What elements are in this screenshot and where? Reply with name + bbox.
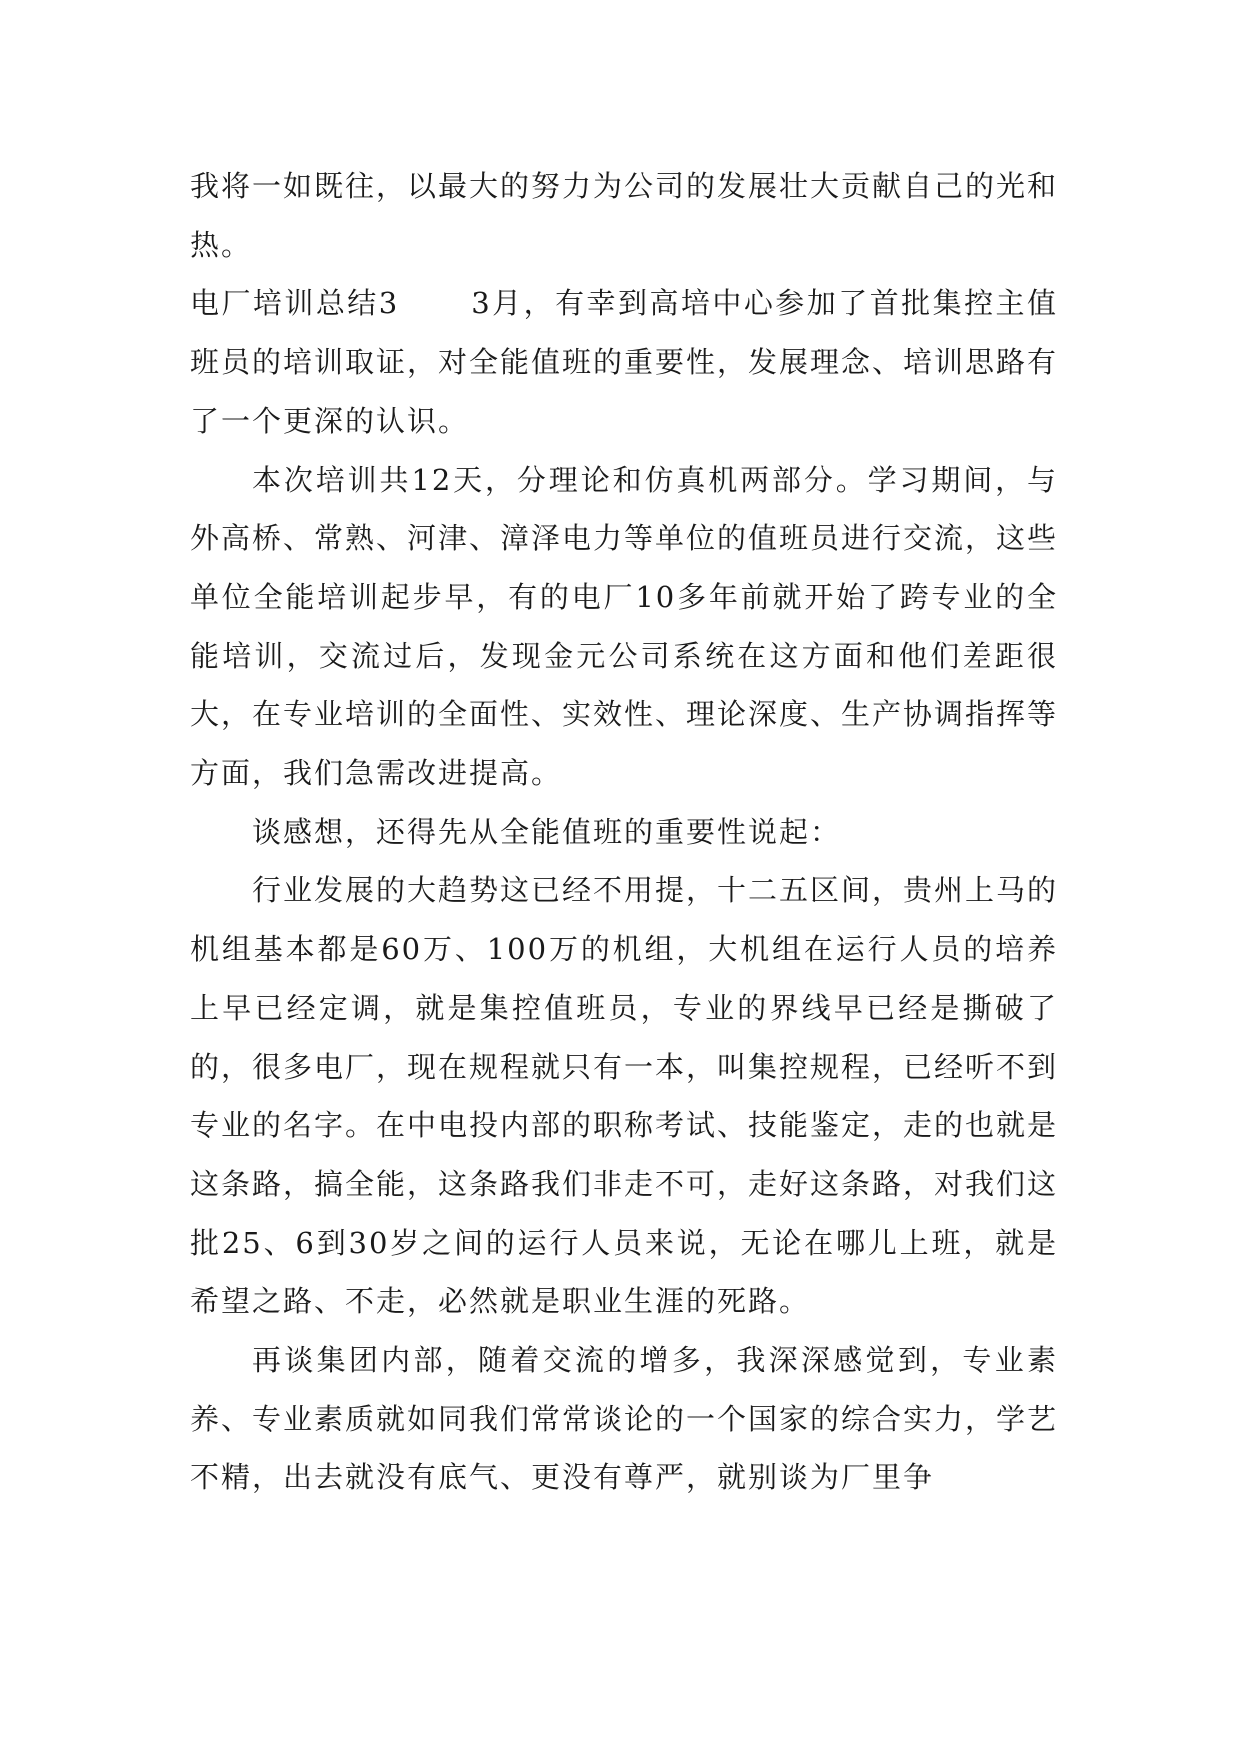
section-title: 电厂培训总结3 — [190, 286, 400, 321]
body-paragraph-industry: 行业发展的大趋势这已经不用提，十二五区间，贵州上马的机组基本都是60万、100万的机组，大机组在运行人员的培养上早已经定调，就是集控值班员，专业的界线早已经是撕破了的，很多电厂，现在规程就只有一本，叫集控规程，已经听不到专业的名字。在中电投内部的职称考试、技能鉴定，走的也就是这条路，搞全能，这条路我们非走不可，走好这条路，对我们这批25、6到30岁之间的运行人员来说，无论在哪儿上班，就是希望之路、不走，必然就是职业生涯的死路。 — [190, 873, 1059, 1319]
body-paragraph-thoughts: 谈感想，还得先从全能值班的重要性说起： — [252, 814, 842, 849]
body-paragraph-group: 再谈集团内部，随着交流的增多，我深深感觉到，专业素养、专业素质就如同我们常常谈论的一个国家的综合实力，学艺不精，出去就没有底气、更没有尊严，就别谈为厂里争 — [190, 1343, 1059, 1495]
section-intro-text: 3月，有幸到高培中心参加了首批集控主值班员的培训取证，对全能值班的重要性，发展理念、培训思路有了一个更深的认识。 — [190, 286, 1059, 438]
body-paragraph-training: 本次培训共12天，分理论和仿真机两部分。学习期间，与外高桥、常熟、河津、漳泽电力等单位的值班员进行交流，这些单位全能培训起步早，有的电厂10多年前就开始了跨专业的全能培训，交流过后，发现金元公司系统在这方面和他们差距很大，在专业培训的全面性、实效性、理论深度、生产协调指挥等方面，我们急需改进提高。 — [190, 462, 1059, 791]
closing-paragraph: 我将一如既往，以最大的努力为公司的发展壮大贡献自己的光和热。 — [190, 169, 1059, 262]
section-paragraph — [190, 274, 1058, 450]
document-body — [190, 157, 1058, 1507]
